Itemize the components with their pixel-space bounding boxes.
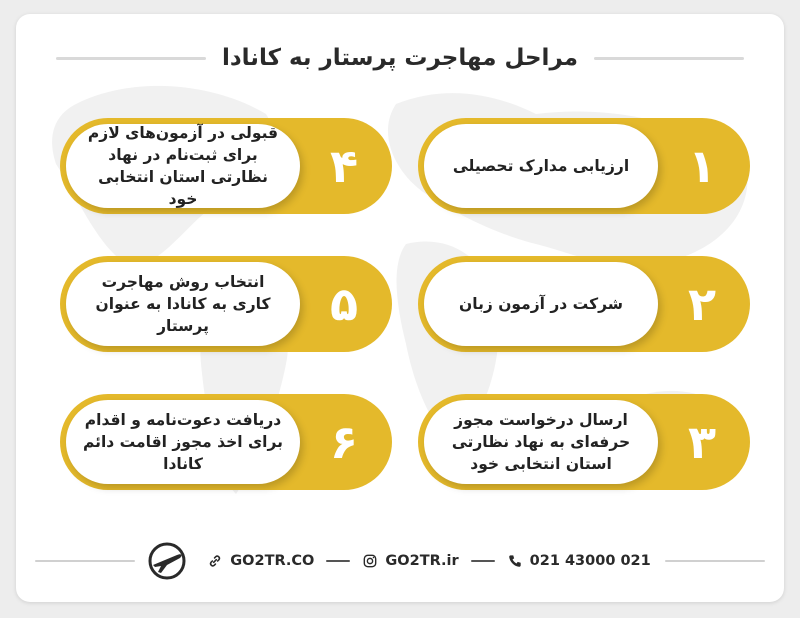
step-number: ۲ <box>687 277 717 331</box>
step-number: ۱ <box>687 139 717 193</box>
title-divider-left <box>56 57 206 60</box>
footer-divider <box>35 560 135 562</box>
plane-logo-icon <box>147 541 187 581</box>
page-title: مراحل مهاجرت پرستار به کانادا <box>221 45 578 71</box>
instagram-item[interactable] <box>362 553 458 569</box>
step-box <box>66 124 300 208</box>
step-number: ۶ <box>329 415 359 469</box>
step-2 <box>418 256 750 352</box>
instagram-text: GO2TR.ir <box>385 553 459 569</box>
footer-contact-bar <box>16 546 784 576</box>
instagram-icon <box>362 553 378 569</box>
step-box <box>66 262 300 346</box>
step-3 <box>418 394 750 490</box>
step-text: دریافت دعوت‌نامه و اقدام برای اخذ مجوز اقامت دائم کانادا <box>83 411 283 473</box>
infographic-card <box>16 14 784 602</box>
phone-item[interactable] <box>507 553 651 569</box>
step-4 <box>60 118 392 214</box>
website-text: GO2TR.CO <box>230 553 315 569</box>
step-number: ۳ <box>687 415 717 469</box>
link-icon <box>207 553 223 569</box>
step-number: ۵ <box>329 277 359 331</box>
website-item[interactable] <box>207 553 314 569</box>
phone-icon <box>507 553 523 569</box>
step-text: قبولی در آزمون‌های لازم برای ثبت‌نام در نهاد نظارتی استان انتخابی خود <box>87 124 279 208</box>
step-text: شرکت در آزمون زبان <box>459 295 623 313</box>
step-box <box>424 262 658 346</box>
step-box <box>66 400 300 484</box>
step-box <box>424 400 658 484</box>
step-box <box>424 124 658 208</box>
footer-divider <box>665 560 765 562</box>
footer-divider <box>471 560 495 562</box>
step-number: ۴ <box>329 139 359 193</box>
step-6 <box>60 394 392 490</box>
footer-divider <box>326 560 350 562</box>
step-text: انتخاب روش مهاجرت کاری به کانادا به عنوان پرستار <box>95 273 271 335</box>
step-text: ارسال درخواست مجوز حرفه‌ای به نهاد نظارتی استان انتخابی خود <box>451 411 631 473</box>
title-divider-right <box>594 57 744 60</box>
step-5 <box>60 256 392 352</box>
phone-text: 021 43000 021 <box>529 553 651 569</box>
title-bar <box>16 38 784 78</box>
step-1 <box>418 118 750 214</box>
step-text: ارزیابی مدارک تحصیلی <box>452 157 630 175</box>
